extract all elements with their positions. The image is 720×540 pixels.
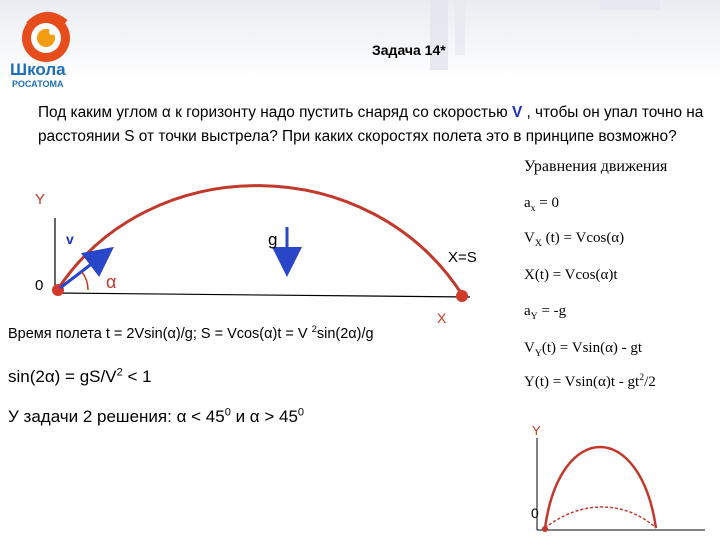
- small-origin-point: [542, 526, 548, 532]
- page-title: Задача 14*: [372, 42, 446, 58]
- sin-relation-formula: $\sin(2\alpha) = gS/V^2 < 1$: [8, 366, 152, 386]
- angle-label: α: [106, 272, 117, 292]
- logo-text: Школа: [10, 60, 66, 79]
- two-solutions-statement: У задачи 2 решения: $\alpha < 45^0$ и $\alpha > 45^0$: [8, 406, 305, 426]
- velocity-symbol: V: [511, 104, 523, 121]
- equation-vy: $V_Y(t) = Vsin(\alpha)$ - gt: [524, 340, 643, 359]
- equations-heading: Уравнения движения: [524, 158, 668, 175]
- axis-y-label: Y: [35, 191, 46, 208]
- problem-text-part1: Под каким углом α к горизонту надо пустить снаряд со скоростью: [38, 104, 508, 121]
- gravity-label: g: [268, 230, 278, 249]
- small-axis-y-label: Y: [532, 423, 541, 438]
- velocity-label: v: [66, 231, 74, 247]
- landing-point: [456, 290, 468, 302]
- small-low-trajectory: [545, 507, 656, 528]
- origin-label: 0: [35, 277, 44, 294]
- flight-time-formula: Время полета t = 2Vsin(α)/g; S = Vcos(α)t = V $^2$sin(2α)/g: [8, 323, 374, 342]
- equation-ax: $a_x = 0$: [524, 195, 560, 214]
- x-axis-line: [55, 293, 470, 297]
- equation-vx: $V_X$ (t) = Vcos(α): [524, 230, 625, 249]
- angle-arc: [82, 272, 88, 290]
- axis-x-label: X: [437, 310, 447, 326]
- distance-label: X=S: [448, 249, 477, 266]
- equation-x: X(t) = Vcos(α)t: [524, 267, 618, 283]
- small-origin-label: 0: [531, 505, 539, 521]
- logo-subtext: РОСАТОМА: [12, 79, 64, 89]
- equation-y: $Y(t) = Vsin(\alpha)t - gt^2/2$: [524, 372, 656, 390]
- problem-text-part2: , чтобы он упал точно на расстоянии S от точки выстрела? При каких скоростях полета это в принципе возможно?: [38, 104, 704, 145]
- equation-ay: $a_Y = -g$: [524, 303, 567, 322]
- trajectory-curve: [58, 186, 463, 296]
